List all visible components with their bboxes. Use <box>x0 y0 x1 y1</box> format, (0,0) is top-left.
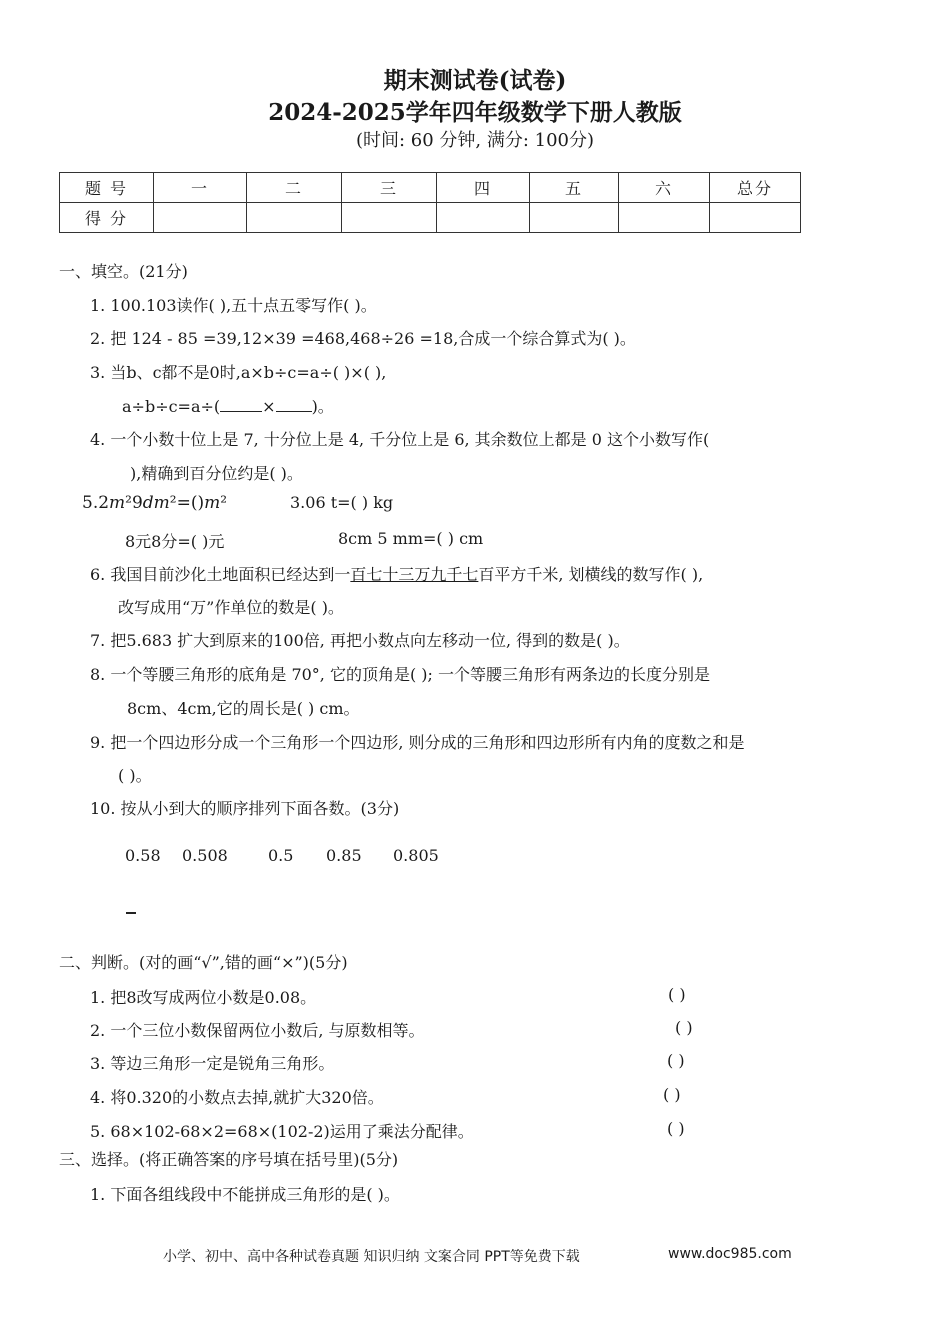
judge-paren-1[interactable]: ( ) <box>668 985 686 1004</box>
q3-line2-suffix: )。 <box>311 397 334 416</box>
score-table-score-row <box>60 203 801 233</box>
footer-url[interactable]: www.doc985.com <box>668 1246 792 1262</box>
fill-blank[interactable] <box>220 397 262 412</box>
score-header-cell: 四 <box>437 173 530 203</box>
judge-item-2: 2. 一个三位小数保留两位小数后, 与原数相等。 <box>90 1021 425 1040</box>
question-1-5-money: 8元8分=( )元 <box>125 532 225 551</box>
answer-dash <box>126 912 136 914</box>
q3-line2-times: × <box>262 397 276 416</box>
judge-item-3: 3. 等边三角形一定是锐角三角形。 <box>90 1054 335 1073</box>
question-1-9-line2: ( )。 <box>118 766 152 785</box>
question-1-1: 1. 100.103读作( ),五十点五零写作( )。 <box>90 296 377 315</box>
number-item: 0.5 <box>268 846 294 865</box>
exam-title: 期末测试卷(试卷) <box>383 67 567 94</box>
question-1-4: 4. 一个小数十位上是 7, 十分位上是 4, 千分位上是 6, 其余数位上都是 0 这个小数写作( <box>90 430 710 449</box>
score-cell[interactable] <box>342 203 437 233</box>
score-header-cell: 三 <box>342 173 437 203</box>
judge-paren-5[interactable]: ( ) <box>667 1119 685 1138</box>
choice-question-1: 1. 下面各组线段中不能拼成三角形的是( )。 <box>90 1185 400 1204</box>
score-cell[interactable] <box>530 203 619 233</box>
fill-blank[interactable] <box>276 397 312 412</box>
exam-subtitle-grade: 2024-2025学年四年级数学下册人教版 <box>268 99 682 126</box>
score-header-cell: 二 <box>247 173 342 203</box>
judge-item-1: 1. 把8改写成两位小数是0.08。 <box>90 988 317 1007</box>
exam-time-score: (时间: 60 分钟, 满分: 100分) <box>355 130 595 151</box>
judge-paren-2[interactable]: ( ) <box>675 1018 693 1037</box>
question-1-5-area: 5.2𝑚²9𝑑𝑚²=()𝑚² <box>82 493 228 513</box>
judge-item-4: 4. 将0.320的小数点去掉,就扩大320倍。 <box>90 1088 384 1107</box>
question-1-4-line2: ),精确到百分位约是( )。 <box>130 464 303 483</box>
number-item: 0.58 <box>125 846 161 865</box>
score-cell[interactable] <box>619 203 710 233</box>
q3-line2-prefix: a÷b÷c=a÷( <box>122 397 221 416</box>
q6-underlined-number: 百七十三万九千七 <box>350 565 479 584</box>
score-cell[interactable] <box>437 203 530 233</box>
number-item: 0.85 <box>326 846 362 865</box>
score-table <box>59 172 801 233</box>
score-table-header-row <box>60 173 801 203</box>
score-header-cell: 六 <box>619 173 710 203</box>
score-header-cell: 总分 <box>710 173 801 203</box>
judge-paren-3[interactable]: ( ) <box>667 1051 685 1070</box>
score-header-cell: 一 <box>154 173 247 203</box>
score-header-cell: 五 <box>530 173 619 203</box>
number-item: 0.508 <box>182 846 228 865</box>
score-row-label: 得 分 <box>60 203 154 233</box>
question-1-6-line2: 改写成用“万”作单位的数是( )。 <box>118 598 344 617</box>
question-1-8: 8. 一个等腰三角形的底角是 70°, 它的顶角是( ); 一个等腰三角形有两条边的长度分别是 <box>90 665 711 684</box>
question-1-5-weight: 3.06 t=( ) kg <box>290 493 394 512</box>
score-cell[interactable] <box>154 203 247 233</box>
q6-prefix: 6. 我国目前沙化土地面积已经达到一 <box>90 565 351 584</box>
section2-title: 二、判断。(对的画“√”,错的画“×”)(5分) <box>59 953 348 972</box>
footer-text: 小学、初中、高中各种试卷真题 知识归纳 文案合同 PPT等免费下载 <box>163 1249 580 1265</box>
judge-paren-4[interactable]: ( ) <box>663 1085 681 1104</box>
judge-item-5: 5. 68×102-68×2=68×(102-2)运用了乘法分配律。 <box>90 1122 474 1141</box>
score-cell[interactable] <box>710 203 801 233</box>
section3-title: 三、选择。(将正确答案的序号填在括号里)(5分) <box>59 1150 399 1169</box>
question-1-9: 9. 把一个四边形分成一个三角形一个四边形, 则分成的三角形和四边形所有内角的度数之和是 <box>90 733 745 752</box>
question-1-3: 3. 当b、c都不是0时,a×b÷c=a÷( )×( ), <box>90 363 387 382</box>
question-1-2: 2. 把 124 - 85 =39,12×39 =468,468÷26 =18,合成一个综合算式为( )。 <box>90 329 636 348</box>
score-header-cell: 题 号 <box>60 173 154 203</box>
number-item: 0.805 <box>393 846 439 865</box>
q6-suffix: 百平方千米, 划横线的数写作( ), <box>478 565 704 584</box>
question-1-6 <box>90 562 703 585</box>
question-1-5-length: 8cm 5 mm=( ) cm <box>338 529 484 548</box>
question-1-8-line2: 8cm、4cm,它的周长是( ) cm。 <box>127 699 360 718</box>
question-1-10: 10. 按从小到大的顺序排列下面各数。(3分) <box>90 799 400 818</box>
question-1-3-line2 <box>122 394 334 417</box>
question-1-7: 7. 把5.683 扩大到原来的100倍, 再把小数点向左移动一位, 得到的数是( )。 <box>90 631 630 650</box>
section1-title: 一、填空。(21分) <box>59 262 188 281</box>
score-cell[interactable] <box>247 203 342 233</box>
